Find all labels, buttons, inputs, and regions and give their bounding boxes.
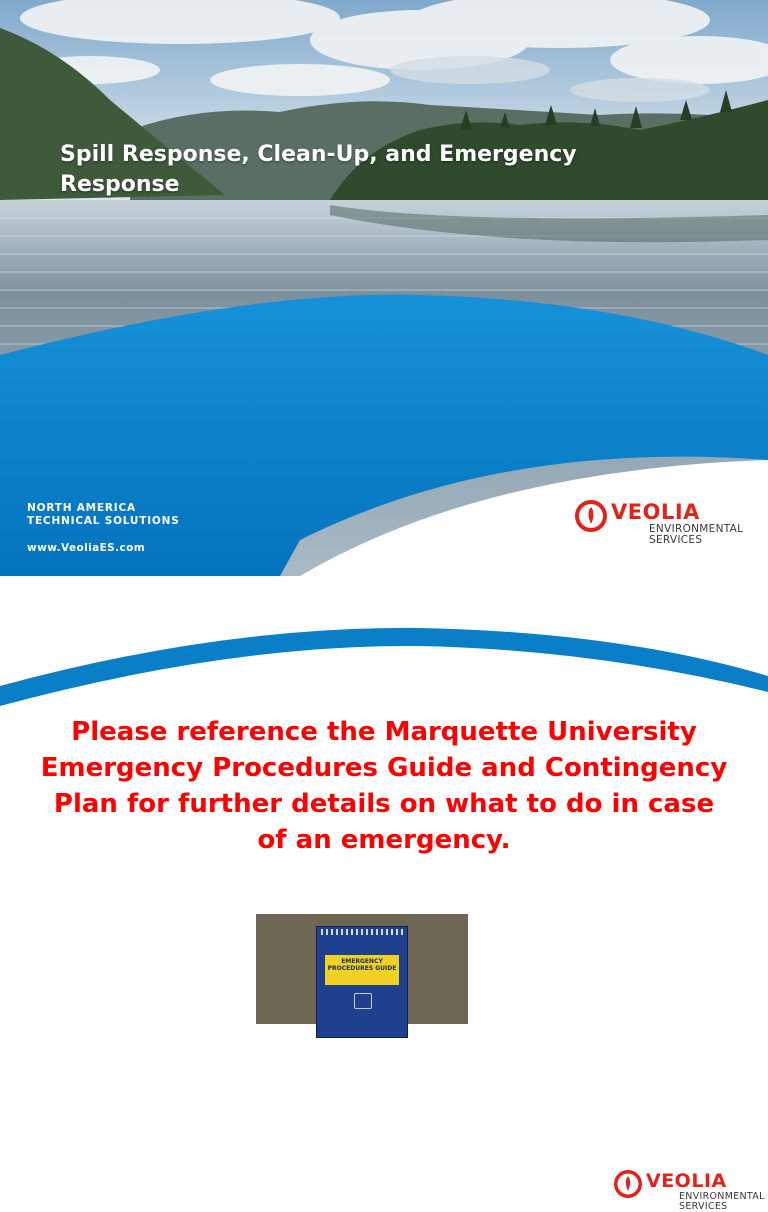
logo-sub-1: ENVIRONMENTAL (649, 523, 744, 535)
org-line-2: TECHNICAL SOLUTIONS (27, 515, 180, 527)
logo-brand: VEOLIA (611, 500, 700, 524)
book-label: EMERGENCY PROCEDURES GUIDE (325, 955, 399, 985)
org-info (27, 502, 180, 555)
university-crest-icon (354, 993, 372, 1009)
logo-brand: VEOLIA (646, 1170, 727, 1192)
spiral-binding (321, 929, 403, 935)
veolia-logo-icon (614, 1170, 642, 1198)
title-slide (0, 0, 768, 576)
veolia-logo-secondary (614, 1170, 765, 1212)
procedures-guide-book (316, 926, 408, 1038)
logo-sub-2: SERVICES (679, 1201, 728, 1212)
org-line-1: NORTH AMERICA (27, 502, 136, 514)
logo-sub-1: ENVIRONMENTAL (679, 1191, 765, 1202)
slide-title: Spill Response, Clean-Up, and Emergency Response (60, 142, 577, 197)
emergency-reference-message: Please reference the Marquette University Emergency Procedures Guide and Contingency Plan for further details on what to do in case of an emergency. (40, 717, 728, 855)
veolia-logo (575, 500, 743, 546)
lake-landscape-image (0, 0, 768, 576)
procedures-guide-photo (256, 914, 468, 1024)
veolia-logo-icon (575, 500, 607, 532)
website-link[interactable]: www.VeoliaES.com (27, 542, 146, 554)
logo-sub-2: SERVICES (649, 534, 703, 546)
